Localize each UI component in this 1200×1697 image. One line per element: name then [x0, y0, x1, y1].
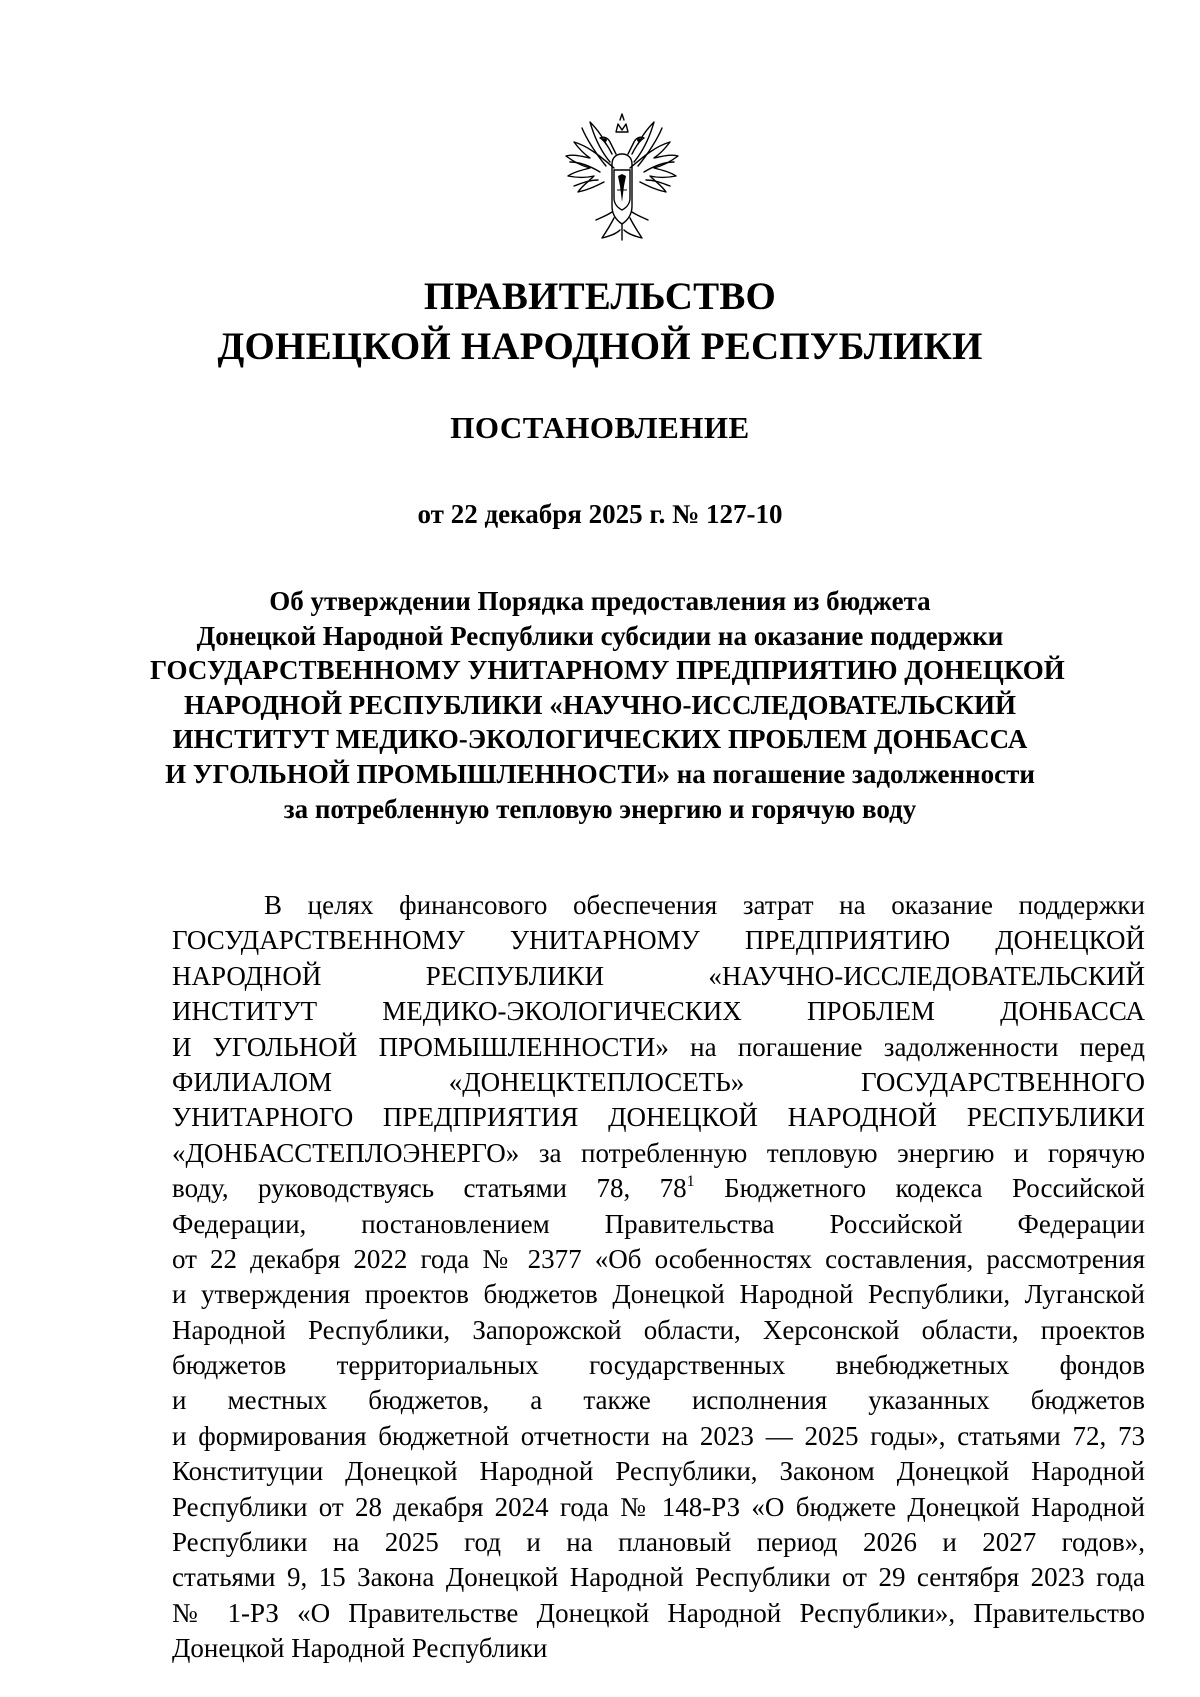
- body-line-with-superscript: [172, 1171, 1145, 1206]
- body-line: и формирования бюджетной отчетности на 2023 — 2025 годы», статьями 72, 73: [172, 1420, 1145, 1451]
- body-line: «ДОНБАССТЕПЛОЭНЕРГО» за потребленную тепловую энергию и горячую: [172, 1137, 1145, 1168]
- body-line: и утверждения проектов бюджетов Донецкой Народной Республики, Луганской: [172, 1279, 1145, 1310]
- body-line: НАРОДНОЙ РЕСПУБЛИКИ «НАУЧНО-ИССЛЕДОВАТЕЛЬСКИЙ: [172, 960, 1145, 991]
- coat-of-arms-emblem: [560, 106, 684, 256]
- heading-line: ИНСТИТУТ МЕДИКО-ЭКОЛОГИЧЕСКИХ ПРОБЛЕМ ДОНБАССА: [172, 724, 1028, 755]
- body-line: УНИТАРНОГО ПРЕДПРИЯТИЯ ДОНЕЦКОЙ НАРОДНОЙ РЕСПУБЛИКИ: [172, 1102, 1145, 1133]
- body-line: ФИЛИАЛОМ «ДОНЕЦКТЕПЛОСЕТЬ» ГОСУДАРСТВЕННОГО: [172, 1066, 1145, 1097]
- heading-line: НАРОДНОЙ РЕСПУБЛИКИ «НАУЧНО-ИССЛЕДОВАТЕЛЬСКИЙ: [183, 689, 1017, 720]
- body-line: Донецкой Народной Республики: [172, 1633, 548, 1664]
- body-line: ГОСУДАРСТВЕННОМУ УНИТАРНОМУ ПРЕДПРИЯТИЮ ДОНЕЦКОЙ: [172, 925, 1145, 956]
- body-line: И УГОЛЬНОЙ ПРОМЫШЛЕННОСТИ» на погашение задолженности перед: [172, 1031, 1145, 1062]
- document-heading: [150, 584, 1065, 826]
- body-line: и местных бюджетов, а также исполнения указанных бюджетов: [172, 1385, 1145, 1416]
- body-line: бюджетов территориальных государственных внебюджетных фондов: [172, 1350, 1145, 1381]
- body-line: Республики от 28 декабря 2024 года № 148-РЗ «О бюджете Донецкой Народной: [172, 1491, 1145, 1522]
- body-line: Федерации, постановлением Правительства Российской Федерации: [172, 1208, 1145, 1239]
- heading-line: ГОСУДАРСТВЕННОМУ УНИТАРНОМУ ПРЕДПРИЯТИЮ ДОНЕЦКОЙ: [150, 655, 1065, 686]
- article-superscript: 1: [686, 1173, 695, 1191]
- government-title-line1: ПРАВИТЕЛЬСТВО: [423, 275, 777, 318]
- heading-line: И УГОЛЬНОЙ ПРОМЫШЛЕННОСТИ» на погашение задолженности: [165, 758, 1035, 789]
- body-line: Республики на 2025 год и на плановый период 2026 и 2027 годов»,: [172, 1527, 1145, 1558]
- document-date-number: от 22 декабря 2025 г. № 127-10: [417, 499, 783, 529]
- heading-line: за потребленную тепловую энергию и горячую воду: [283, 793, 917, 824]
- body-line-segment: воду, руководствуясь статьями 78, 78: [172, 1173, 687, 1204]
- heading-line: Донецкой Народной Республики субсидии на оказание поддержки: [196, 620, 1004, 651]
- body-line-segment: Бюджетного кодекса Российской: [694, 1173, 1145, 1204]
- heading-line: Об утверждении Порядка предоставления из бюджета: [269, 586, 931, 616]
- body-line: № 1-РЗ «О Правительстве Донецкой Народной Республики», Правительство: [172, 1597, 1145, 1628]
- body-line: от 22 декабря 2022 года № 2377 «Об особенностях составления, рассмотрения: [172, 1243, 1145, 1274]
- body-line: статьями 9, 15 Закона Донецкой Народной Республики от 29 сентября 2023 года: [172, 1562, 1145, 1593]
- body-line: ИНСТИТУТ МЕДИКО-ЭКОЛОГИЧЕСКИХ ПРОБЛЕМ ДОНБАССА: [172, 996, 1145, 1027]
- body-line: Народной Республики, Запорожской области, Херсонской области, проектов: [172, 1314, 1145, 1345]
- body-line: В целях финансового обеспечения затрат на оказание поддержки: [264, 890, 1145, 920]
- body-line: Конституции Донецкой Народной Республики, Законом Донецкой Народной: [172, 1456, 1145, 1487]
- document-body-paragraph: [172, 888, 1145, 1667]
- document-type: ПОСТАНОВЛЕНИЕ: [450, 410, 750, 445]
- government-title-line2: ДОНЕЦКОЙ НАРОДНОЙ РЕСПУБЛИКИ: [217, 325, 983, 368]
